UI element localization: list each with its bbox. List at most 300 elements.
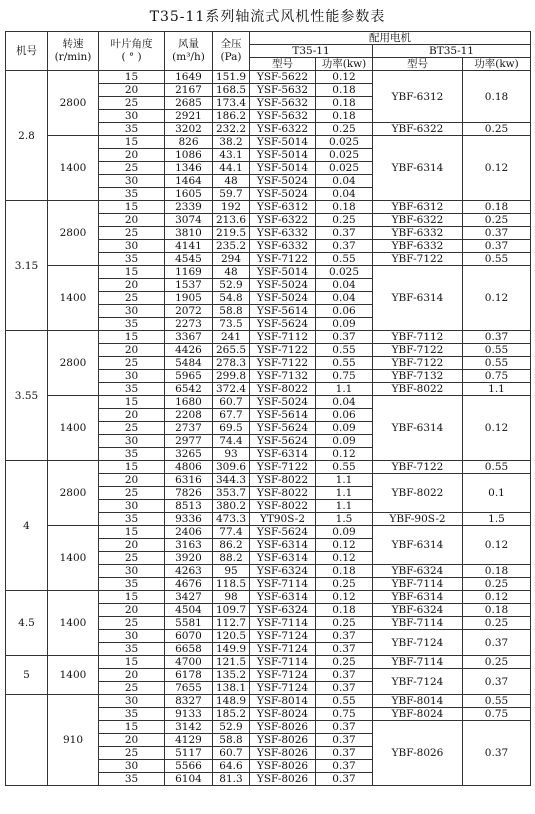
cell-pressure: 192 — [213, 201, 250, 214]
cell-power-a: 0.09 — [316, 435, 373, 448]
cell-airflow: 2921 — [165, 110, 213, 123]
cell-pressure: 58.8 — [213, 305, 250, 318]
cell-pressure: 95 — [213, 565, 250, 578]
cell-power-b: 1.5 — [463, 513, 531, 526]
cell-blade-angle: 30 — [99, 565, 165, 578]
cell-blade-angle: 20 — [99, 279, 165, 292]
cell-power-a: 0.55 — [316, 357, 373, 370]
cell-pressure: 353.7 — [213, 487, 250, 500]
table-row — [6, 695, 531, 708]
header-group-bt35: BT35-11 — [373, 45, 531, 58]
cell-blade-angle: 15 — [99, 396, 165, 409]
cell-model-a: YSF-8026 — [250, 721, 316, 734]
cell-power-a: 0.37 — [316, 240, 373, 253]
cell-airflow: 5566 — [165, 760, 213, 773]
cell-model-a: YSF-5024 — [250, 175, 316, 188]
cell-pressure: 86.2 — [213, 539, 250, 552]
cell-blade-angle: 15 — [99, 656, 165, 669]
cell-power-a: 0.37 — [316, 331, 373, 344]
cell-airflow: 2339 — [165, 201, 213, 214]
cell-speed: 2800 — [48, 331, 99, 396]
cell-machine-no: 4.5 — [6, 591, 48, 656]
cell-machine-no: 4 — [6, 461, 48, 591]
cell-model-a: YT90S-2 — [250, 513, 316, 526]
document-title: T35-11系列轴流式风机性能参数表 — [149, 9, 386, 25]
cell-model-b: YBF-6314 — [373, 266, 463, 331]
cell-power-b: 1.1 — [463, 383, 531, 396]
header-airflow: 风量 (m³/h) — [165, 32, 213, 71]
cell-speed: 1400 — [48, 136, 99, 201]
cell-power-b: 0.25 — [463, 617, 531, 630]
cell-power-a: 0.25 — [316, 617, 373, 630]
cell-pressure: 299.8 — [213, 370, 250, 383]
cell-power-a: 0.25 — [316, 123, 373, 136]
cell-model-a: YSF-7122 — [250, 253, 316, 266]
cell-power-a: 0.12 — [316, 539, 373, 552]
cell-model-b: YBF-6314 — [373, 591, 463, 604]
cell-model-b: YBF-6314 — [373, 136, 463, 201]
table-row — [6, 331, 531, 344]
cell-power-a: 0.37 — [316, 773, 373, 786]
cell-model-a: YSF-7124 — [250, 630, 316, 643]
cell-airflow: 2167 — [165, 84, 213, 97]
cell-power-b: 0.37 — [463, 669, 531, 695]
cell-model-a: YSF-8024 — [250, 708, 316, 721]
cell-pressure: 168.5 — [213, 84, 250, 97]
cell-pressure: 118.5 — [213, 578, 250, 591]
cell-model-a: YSF-8022 — [250, 487, 316, 500]
cell-power-a: 0.025 — [316, 266, 373, 279]
cell-blade-angle: 25 — [99, 682, 165, 695]
cell-power-a: 0.06 — [316, 409, 373, 422]
cell-power-a: 0.04 — [316, 396, 373, 409]
cell-pressure: 185.2 — [213, 708, 250, 721]
cell-airflow: 4676 — [165, 578, 213, 591]
cell-power-a: 0.37 — [316, 747, 373, 760]
cell-power-a: 0.25 — [316, 578, 373, 591]
cell-airflow: 6070 — [165, 630, 213, 643]
cell-airflow: 5484 — [165, 357, 213, 370]
cell-model-b: YBF-8022 — [373, 474, 463, 513]
cell-power-a: 0.55 — [316, 344, 373, 357]
cell-power-a: 0.37 — [316, 734, 373, 747]
cell-blade-angle: 35 — [99, 448, 165, 461]
cell-power-b: 0.12 — [463, 591, 531, 604]
cell-pressure: 232.2 — [213, 123, 250, 136]
cell-pressure: 151.9 — [213, 71, 250, 84]
cell-blade-angle: 20 — [99, 409, 165, 422]
cell-blade-angle: 35 — [99, 513, 165, 526]
table-row — [6, 461, 531, 474]
cell-blade-angle: 35 — [99, 383, 165, 396]
cell-model-a: YSF-5024 — [250, 279, 316, 292]
cell-blade-angle: 30 — [99, 175, 165, 188]
cell-power-a: 0.09 — [316, 318, 373, 331]
cell-pressure: 98 — [213, 591, 250, 604]
cell-power-b: 0.25 — [463, 656, 531, 669]
cell-speed: 2800 — [48, 461, 99, 526]
cell-pressure: 219.5 — [213, 227, 250, 240]
cell-airflow: 6178 — [165, 669, 213, 682]
cell-pressure: 112.7 — [213, 617, 250, 630]
cell-blade-angle: 35 — [99, 318, 165, 331]
cell-pressure: 278.3 — [213, 357, 250, 370]
cell-model-a: YSF-7124 — [250, 682, 316, 695]
cell-pressure: 138.1 — [213, 682, 250, 695]
cell-power-a: 0.18 — [316, 201, 373, 214]
table-row — [6, 201, 531, 214]
cell-blade-angle: 15 — [99, 526, 165, 539]
cell-blade-angle: 25 — [99, 97, 165, 110]
cell-pressure: 213.6 — [213, 214, 250, 227]
cell-pressure: 48 — [213, 175, 250, 188]
cell-blade-angle: 20 — [99, 539, 165, 552]
cell-pressure: 38.2 — [213, 136, 250, 149]
cell-speed: 1400 — [48, 266, 99, 331]
cell-model-a: YSF-5014 — [250, 266, 316, 279]
cell-airflow: 4129 — [165, 734, 213, 747]
table-body — [6, 71, 531, 786]
cell-model-a: YSF-5014 — [250, 162, 316, 175]
cell-power-a: 0.025 — [316, 136, 373, 149]
cell-model-b: YBF-7122 — [373, 357, 463, 370]
cell-blade-angle: 25 — [99, 292, 165, 305]
cell-airflow: 7655 — [165, 682, 213, 695]
cell-blade-angle: 25 — [99, 617, 165, 630]
header-power-a: 功率(kw) — [316, 58, 373, 71]
cell-power-a: 0.25 — [316, 214, 373, 227]
header-machine-no: 机号 — [6, 32, 48, 71]
cell-blade-angle: 20 — [99, 344, 165, 357]
cell-pressure: 52.9 — [213, 279, 250, 292]
cell-model-b: YBF-7124 — [373, 630, 463, 656]
cell-model-a: YSF-7122 — [250, 461, 316, 474]
cell-power-b: 0.25 — [463, 214, 531, 227]
cell-pressure: 148.9 — [213, 695, 250, 708]
cell-airflow: 4263 — [165, 565, 213, 578]
cell-power-b: 0.12 — [463, 396, 531, 461]
cell-machine-no: 3.15 — [6, 201, 48, 331]
cell-airflow: 3163 — [165, 539, 213, 552]
cell-airflow: 4504 — [165, 604, 213, 617]
cell-model-b: YBF-7122 — [373, 461, 463, 474]
cell-power-a: 0.37 — [316, 682, 373, 695]
cell-pressure: 235.2 — [213, 240, 250, 253]
cell-blade-angle: 30 — [99, 370, 165, 383]
header-model-b: 型号 — [373, 58, 463, 71]
cell-model-b: YBF-6312 — [373, 201, 463, 214]
cell-model-a: YSF-5624 — [250, 318, 316, 331]
cell-airflow: 1605 — [165, 188, 213, 201]
cell-airflow: 3810 — [165, 227, 213, 240]
cell-airflow: 9133 — [165, 708, 213, 721]
cell-blade-angle: 15 — [99, 136, 165, 149]
cell-speed: 2800 — [48, 71, 99, 136]
cell-model-a: YSF-5014 — [250, 136, 316, 149]
cell-pressure: 43.1 — [213, 149, 250, 162]
cell-airflow: 3367 — [165, 331, 213, 344]
cell-machine-no: 2.8 — [6, 71, 48, 201]
cell-speed: 1400 — [48, 591, 99, 656]
cell-airflow: 5117 — [165, 747, 213, 760]
cell-model-a: YSF-7122 — [250, 344, 316, 357]
cell-airflow: 2977 — [165, 435, 213, 448]
cell-blade-angle: 15 — [99, 331, 165, 344]
cell-blade-angle: 25 — [99, 552, 165, 565]
cell-model-a: YSF-6332 — [250, 240, 316, 253]
cell-airflow: 4806 — [165, 461, 213, 474]
cell-blade-angle: 30 — [99, 240, 165, 253]
cell-pressure: 59.7 — [213, 188, 250, 201]
cell-airflow: 3427 — [165, 591, 213, 604]
cell-blade-angle: 15 — [99, 71, 165, 84]
cell-model-b: YBF-7122 — [373, 344, 463, 357]
cell-airflow: 2685 — [165, 97, 213, 110]
cell-airflow: 1905 — [165, 292, 213, 305]
cell-pressure: 52.9 — [213, 721, 250, 734]
cell-pressure: 60.7 — [213, 396, 250, 409]
cell-power-b: 0.55 — [463, 253, 531, 266]
table-header — [6, 32, 531, 71]
cell-airflow: 1649 — [165, 71, 213, 84]
cell-pressure: 121.5 — [213, 656, 250, 669]
table-row — [6, 396, 531, 409]
cell-pressure: 54.8 — [213, 292, 250, 305]
cell-pressure: 93 — [213, 448, 250, 461]
cell-airflow: 1346 — [165, 162, 213, 175]
cell-airflow: 5965 — [165, 370, 213, 383]
header-pressure: 全压 (Pa) — [213, 32, 250, 71]
cell-blade-angle: 25 — [99, 357, 165, 370]
cell-model-a: YSF-8022 — [250, 500, 316, 513]
cell-model-a: YSF-8026 — [250, 734, 316, 747]
cell-model-b: YBF-7132 — [373, 370, 463, 383]
cell-power-b: 0.37 — [463, 240, 531, 253]
cell-model-a: YSF-6324 — [250, 604, 316, 617]
cell-power-a: 0.04 — [316, 292, 373, 305]
cell-power-b: 0.75 — [463, 708, 531, 721]
cell-model-a: YSF-7112 — [250, 331, 316, 344]
cell-model-a: YSF-7114 — [250, 617, 316, 630]
cell-blade-angle: 20 — [99, 604, 165, 617]
cell-model-a: YSF-5622 — [250, 71, 316, 84]
cell-blade-angle: 30 — [99, 695, 165, 708]
cell-model-a: YSF-8014 — [250, 695, 316, 708]
cell-model-a: YSF-7124 — [250, 669, 316, 682]
cell-model-b: YBF-7124 — [373, 669, 463, 695]
cell-model-a: YSF-6314 — [250, 539, 316, 552]
cell-power-a: 0.55 — [316, 461, 373, 474]
cell-model-a: YSF-7114 — [250, 656, 316, 669]
cell-blade-angle: 30 — [99, 630, 165, 643]
cell-blade-angle: 30 — [99, 760, 165, 773]
cell-airflow: 1464 — [165, 175, 213, 188]
table-row — [6, 71, 531, 84]
cell-speed: 2800 — [48, 201, 99, 266]
table-row — [6, 136, 531, 149]
cell-power-a: 0.04 — [316, 279, 373, 292]
cell-airflow: 3142 — [165, 721, 213, 734]
cell-pressure: 88.2 — [213, 552, 250, 565]
cell-blade-angle: 25 — [99, 422, 165, 435]
cell-blade-angle: 15 — [99, 201, 165, 214]
table-row — [6, 266, 531, 279]
cell-machine-no: 3.55 — [6, 331, 48, 461]
cell-model-a: YSF-7124 — [250, 643, 316, 656]
cell-power-a: 1.1 — [316, 474, 373, 487]
cell-pressure: 60.7 — [213, 747, 250, 760]
cell-power-b: 0.55 — [463, 357, 531, 370]
cell-blade-angle: 25 — [99, 227, 165, 240]
cell-model-b: YBF-8014 — [373, 695, 463, 708]
cell-airflow: 6104 — [165, 773, 213, 786]
cell-power-b: 0.18 — [463, 565, 531, 578]
cell-airflow: 8513 — [165, 500, 213, 513]
cell-speed: 1400 — [48, 526, 99, 591]
cell-power-b: 0.55 — [463, 461, 531, 474]
table-row — [6, 526, 531, 539]
table-row — [6, 591, 531, 604]
cell-airflow: 6542 — [165, 383, 213, 396]
cell-blade-angle: 35 — [99, 773, 165, 786]
cell-speed: 1400 — [48, 656, 99, 695]
cell-power-b: 0.18 — [463, 604, 531, 617]
cell-power-a: 0.09 — [316, 422, 373, 435]
header-model-a: 型号 — [250, 58, 316, 71]
cell-pressure: 149.9 — [213, 643, 250, 656]
cell-model-b: YBF-7114 — [373, 656, 463, 669]
cell-blade-angle: 20 — [99, 214, 165, 227]
cell-power-b: 0.75 — [463, 370, 531, 383]
cell-blade-angle: 35 — [99, 123, 165, 136]
cell-power-b: 0.55 — [463, 344, 531, 357]
cell-power-a: 0.04 — [316, 175, 373, 188]
cell-airflow: 4545 — [165, 253, 213, 266]
cell-power-b: 0.37 — [463, 630, 531, 656]
cell-power-b: 0.25 — [463, 578, 531, 591]
cell-model-a: YSF-5624 — [250, 422, 316, 435]
cell-airflow: 7826 — [165, 487, 213, 500]
cell-blade-angle: 15 — [99, 461, 165, 474]
cell-model-a: YSF-5632 — [250, 97, 316, 110]
cell-power-a: 0.37 — [316, 669, 373, 682]
cell-airflow: 6316 — [165, 474, 213, 487]
cell-airflow: 1680 — [165, 396, 213, 409]
cell-power-a: 0.55 — [316, 695, 373, 708]
cell-model-a: YSF-5024 — [250, 188, 316, 201]
cell-power-a: 0.09 — [316, 526, 373, 539]
cell-power-a: 1.1 — [316, 500, 373, 513]
cell-pressure: 73.5 — [213, 318, 250, 331]
cell-power-a: 0.75 — [316, 370, 373, 383]
cell-airflow: 2273 — [165, 318, 213, 331]
cell-model-b: YBF-6332 — [373, 240, 463, 253]
cell-power-a: 0.04 — [316, 188, 373, 201]
cell-model-a: YSF-8022 — [250, 383, 316, 396]
cell-power-a: 1.1 — [316, 487, 373, 500]
cell-power-a: 0.18 — [316, 565, 373, 578]
cell-airflow: 2406 — [165, 526, 213, 539]
cell-power-a: 0.37 — [316, 721, 373, 734]
cell-pressure: 81.3 — [213, 773, 250, 786]
cell-airflow: 4141 — [165, 240, 213, 253]
cell-pressure: 74.4 — [213, 435, 250, 448]
cell-machine-no: 5 — [6, 656, 48, 695]
cell-model-b: YBF-6324 — [373, 565, 463, 578]
cell-model-b: YBF-8024 — [373, 708, 463, 721]
cell-blade-angle: 35 — [99, 188, 165, 201]
cell-model-a: YSF-5014 — [250, 149, 316, 162]
cell-pressure: 241 — [213, 331, 250, 344]
cell-model-a: YSF-6314 — [250, 552, 316, 565]
cell-model-b: YBF-7122 — [373, 253, 463, 266]
table-row — [6, 656, 531, 669]
cell-model-b: YBF-6312 — [373, 71, 463, 123]
cell-model-b: YBF-6314 — [373, 526, 463, 565]
cell-pressure: 265.5 — [213, 344, 250, 357]
cell-model-a: YSF-8026 — [250, 760, 316, 773]
cell-pressure: 372.4 — [213, 383, 250, 396]
cell-airflow: 1169 — [165, 266, 213, 279]
cell-blade-angle: 20 — [99, 149, 165, 162]
cell-power-a: 0.25 — [316, 656, 373, 669]
cell-power-a: 0.55 — [316, 253, 373, 266]
cell-pressure: 186.2 — [213, 110, 250, 123]
cell-power-a: 0.12 — [316, 448, 373, 461]
cell-model-b: YBF-8022 — [373, 383, 463, 396]
cell-power-b: 0.1 — [463, 474, 531, 513]
cell-pressure: 120.5 — [213, 630, 250, 643]
cell-pressure: 173.4 — [213, 97, 250, 110]
cell-power-b: 0.18 — [463, 71, 531, 123]
cell-blade-angle: 20 — [99, 84, 165, 97]
cell-power-b: 0.12 — [463, 266, 531, 331]
cell-pressure: 44.1 — [213, 162, 250, 175]
cell-airflow: 3265 — [165, 448, 213, 461]
cell-blade-angle: 20 — [99, 734, 165, 747]
cell-airflow: 3074 — [165, 214, 213, 227]
cell-airflow: 1086 — [165, 149, 213, 162]
cell-model-a: YSF-6332 — [250, 227, 316, 240]
cell-pressure: 69.5 — [213, 422, 250, 435]
spec-table — [5, 31, 531, 786]
cell-model-b: YBF-7114 — [373, 617, 463, 630]
cell-model-b: YBF-6322 — [373, 214, 463, 227]
cell-model-a: YSF-6314 — [250, 448, 316, 461]
cell-pressure: 58.8 — [213, 734, 250, 747]
cell-pressure: 294 — [213, 253, 250, 266]
cell-pressure: 77.4 — [213, 526, 250, 539]
cell-model-a: YSF-8022 — [250, 474, 316, 487]
header-group-t35: T35-11 — [250, 45, 373, 58]
cell-airflow: 6658 — [165, 643, 213, 656]
cell-power-a: 0.025 — [316, 162, 373, 175]
cell-power-a: 0.06 — [316, 305, 373, 318]
cell-model-a: YSF-6324 — [250, 565, 316, 578]
cell-model-a: YSF-5624 — [250, 435, 316, 448]
cell-model-b: YBF-6324 — [373, 604, 463, 617]
cell-blade-angle: 25 — [99, 162, 165, 175]
cell-power-b: 0.18 — [463, 201, 531, 214]
cell-model-a: YSF-5024 — [250, 292, 316, 305]
cell-speed: 1400 — [48, 396, 99, 461]
cell-pressure: 473.3 — [213, 513, 250, 526]
cell-power-a: 1.5 — [316, 513, 373, 526]
cell-model-b: YBF-6314 — [373, 396, 463, 461]
cell-pressure: 109.7 — [213, 604, 250, 617]
header-blade-angle: 叶片角度 ( ° ) — [99, 32, 165, 71]
cell-blade-angle: 20 — [99, 474, 165, 487]
